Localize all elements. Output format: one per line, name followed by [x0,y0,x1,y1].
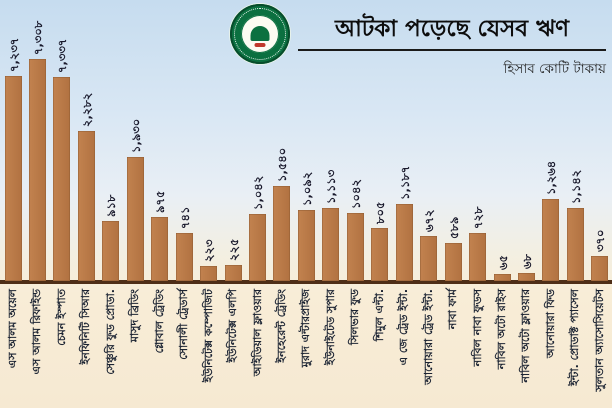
category-label: মাসুদ ব্রিডিং [128,289,142,343]
bar-value-label: ১,৯৩০ [128,118,143,153]
bar [127,157,144,281]
bar-value-label: ৫৮৯ [446,216,461,239]
bar-value-label: ১,২৬৪ [544,160,559,195]
category-label: চেমন ইস্পাত [54,289,68,346]
bar [78,131,95,281]
category-label: ইনহেরেন্ট ট্রেডিং [274,289,288,363]
bar-value-label: ১০৪২ [348,178,363,209]
bar-value-label: ৭২৮ [471,206,486,229]
bar-value-label: ৭৪১ [177,206,192,229]
bar-value-label: ৭,৩০৮ [30,20,45,55]
bar [445,243,462,281]
bar [371,228,388,281]
bar-value-label: ৭,৩৩৭ [55,38,70,73]
bar-value-label: ৭,২৩৭ [6,37,21,72]
x-axis-line [0,280,612,284]
bar [298,210,315,281]
category-label: সুলতান অ্যাসোসিয়েটস [592,289,606,392]
unit-note: হিসাব কোটি টাকায় [503,60,606,77]
category-label: ইউনিটেক্স কম্পোজিট [201,289,215,383]
bar [29,59,46,281]
category-label: এস আলম রিফাইন্ড [30,289,44,375]
category-label: এস আলম অয়েল [6,289,19,369]
category-label: ইউনাইটেড সুপার [323,289,337,366]
category-label: নাবা ফার্ম [446,289,460,330]
bar [494,274,511,281]
bar-value-label: ৬৫ [495,254,510,270]
category-label: সিলভার ফুড [348,289,362,346]
bar [469,233,486,281]
bar [225,265,242,281]
category-label: নাবিল অটো ফ্লাওয়ার [519,289,533,383]
category-label: আইডিয়াল ফ্লাওয়ার [250,289,264,377]
category-label: এ জে ট্রেড ইন্টা. [397,289,411,366]
bar [396,204,413,281]
bar [567,208,584,281]
category-label: গ্লোবাল ট্রেডিং [152,289,166,354]
bar-value-label: ২২৫ [226,238,241,261]
bar [273,186,290,281]
bar [249,214,266,281]
category-label: মুরাদ এন্টারপ্রাইজ [299,289,313,368]
bar [151,217,168,281]
page-title: আটকা পড়েছে যেসব ঋণ [334,16,570,42]
category-label: নাবিল নাবা ফুডস [470,289,484,367]
category-label: আনোয়ারা ফিড [543,289,557,359]
bar [591,256,608,281]
bar [176,233,193,281]
bar-value-label: ৮০৫ [373,201,388,224]
bar [542,199,559,281]
category-label: নাবিল অটো রাইস [495,289,508,370]
category-label: ইনফিনিটি সিআর [79,289,93,365]
category-label: শিমুল এন্টা. [372,289,386,342]
bar [102,221,119,281]
bar [420,236,437,281]
category-label: ইন্টা. প্রোডাক্ট প্যাসেল [568,289,582,386]
bar [322,208,339,281]
bar-value-label: ১,১১৩ [324,169,339,204]
bar-value-label: ২২৩ [202,239,217,262]
bar-value-label: ২,২৮২ [79,92,94,127]
category-label: আনোয়ারা ট্রেড ইন্টা. [421,289,435,385]
bar-value-label: ৬৭২ [422,209,437,232]
bar-value-label: ১,৫৪০ [275,147,290,182]
bar-value-label: ১,০৯২ [299,171,314,206]
category-label: ইউনিটেক্স এলপি [226,289,240,363]
bar-value-label: ৯১৮ [104,194,119,217]
bar [5,76,22,281]
bar-value-label: ১,১৪২ [568,169,583,204]
bar [200,266,217,281]
category-label: সেঞ্চুরি ফুড প্রোডা. [103,289,117,375]
bar [347,213,364,281]
bar-value-label: ১,০৪২ [251,175,265,210]
bar-value-label: ৩৭০ [593,229,608,252]
bar-value-label: ১,১৮৭ [397,165,412,200]
bar [53,77,70,281]
bar [518,273,535,281]
bar-value-label: ৬৮ [519,253,534,269]
category-label: সোনালী ট্রেডার্স [177,289,191,360]
bar-value-label: ৯৭৫ [153,190,168,213]
